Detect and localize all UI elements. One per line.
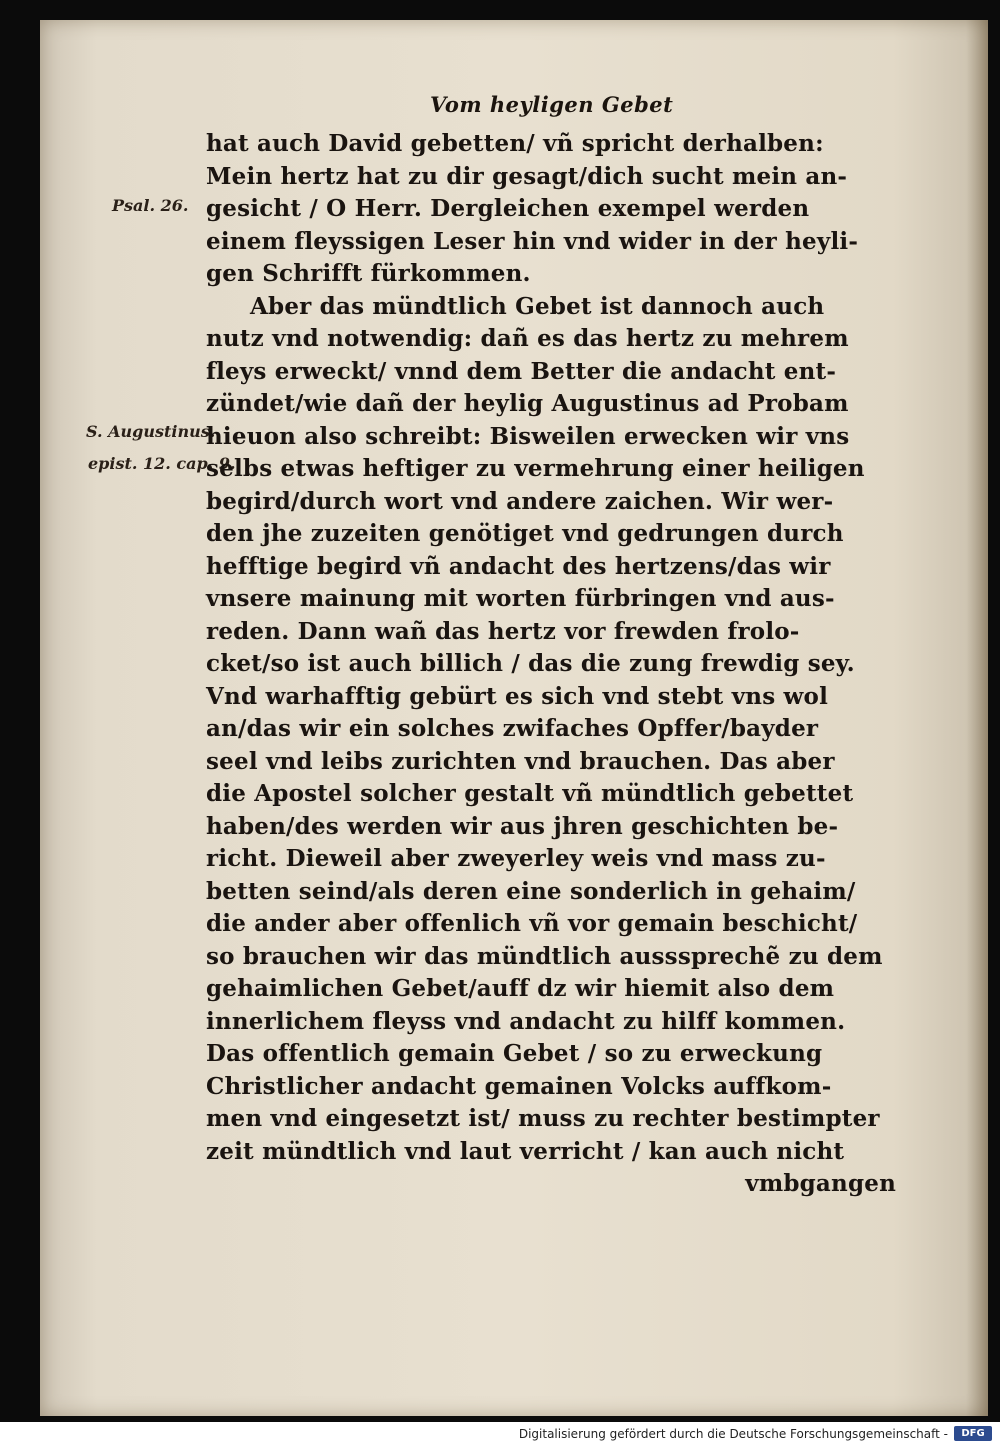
margin-note-psalm: Psal. 26.	[112, 196, 189, 215]
text-line: die Apostel solcher gestalt vñ mündtlich gebettet	[206, 780, 854, 807]
text-line: die ander aber offenlich vñ vor gemain beschicht/	[206, 910, 858, 937]
funding-notice: Digitalisierung gefördert durch die Deutsche Forschungsgemeinschaft -	[518, 1427, 948, 1441]
text-line: richt. Dieweil aber zweyerley weis vnd mass zu-	[206, 845, 826, 872]
text-line: so brauchen wir das mündtlich ausssprechẽ zu dem	[206, 942, 883, 970]
text-line: an/das wir ein solches zwifaches Opffer/bayder	[206, 715, 819, 742]
text-line: vnsere mainung mit worten fürbringen vnd aus-	[206, 585, 835, 612]
text-line: nutz vnd notwendig: dañ es das hertz zu mehrem	[206, 325, 849, 352]
text-line: fleys erweckt/ vnnd dem Better die andacht ent-	[206, 357, 837, 385]
margin-note-epistle: epist. 12. cap. 9.	[88, 454, 236, 473]
text-line: Vnd warhafftig gebürt es sich vnd stebt vns wol	[206, 682, 829, 710]
margin-note-augustinus: S. Augustinus.	[86, 422, 216, 441]
text-line: innerlichem fleyss vnd andacht zu hilff kommen.	[206, 1007, 846, 1035]
body-text	[206, 128, 896, 1201]
text-line: den jhe zuzeiten genötiget vnd gedrungen durch	[206, 520, 844, 547]
text-line: Das offentlich gemain Gebet / so zu erweckung	[206, 1040, 823, 1067]
page-edge-shadow	[966, 20, 988, 1416]
text-line: betten seind/als deren eine sonderlich in gehaim/	[206, 877, 856, 905]
text-line: gesicht / O Herr. Dergleichen exempel werden	[206, 195, 810, 222]
text-line: einem fleyssigen Leser hin vnd wider in der heyli-	[206, 227, 859, 255]
text-line: hat auch David gebetten/ vñ spricht derhalben:	[206, 130, 824, 157]
text-line: seel vnd leibs zurichten vnd brauchen. Das aber	[206, 747, 835, 775]
text-line: selbs etwas heftiger zu vermehrung einer heiligen	[206, 455, 865, 482]
text-line: haben/des werden wir aus jhren geschichten be-	[206, 812, 839, 840]
text-line: Aber das mündtlich Gebet ist dannoch auch	[250, 292, 825, 320]
text-line: cket/so ist auch billich / das die zung frewdig sey.	[206, 650, 855, 677]
text-line: Christlicher andacht gemainen Volcks auffkom-	[206, 1072, 832, 1100]
text-line: men vnd eingesetzt ist/ muss zu rechter bestimpter	[206, 1105, 880, 1132]
text-line: zündet/wie dañ der heylig Augustinus ad Probam	[206, 390, 849, 417]
catchword: vmbgangen	[745, 1170, 896, 1197]
text-line: zeit mündtlich vnd laut verricht / kan auch nicht	[206, 1137, 845, 1165]
text-line: gen Schrifft fürkommen.	[206, 260, 531, 287]
dfg-logo-icon: DFG	[954, 1426, 992, 1441]
text-line: hefftige begird vñ andacht des hertzens/das wir	[206, 552, 831, 580]
text-line: hieuon also schreibt: Bisweilen erwecken wir vns	[206, 422, 850, 450]
text-line: gehaimlichen Gebet/auff dz wir hiemit also dem	[206, 975, 835, 1002]
text-line: reden. Dann wañ das hertz vor frewden frolo-	[206, 617, 800, 645]
running-head: Vom heyligen Gebet	[430, 92, 674, 117]
text-line: Mein hertz hat zu dir gesagt/dich sucht mein an-	[206, 162, 848, 190]
text-line: begird/durch wort vnd andere zaichen. Wir wer-	[206, 487, 834, 515]
footer-bar	[0, 1422, 1000, 1446]
